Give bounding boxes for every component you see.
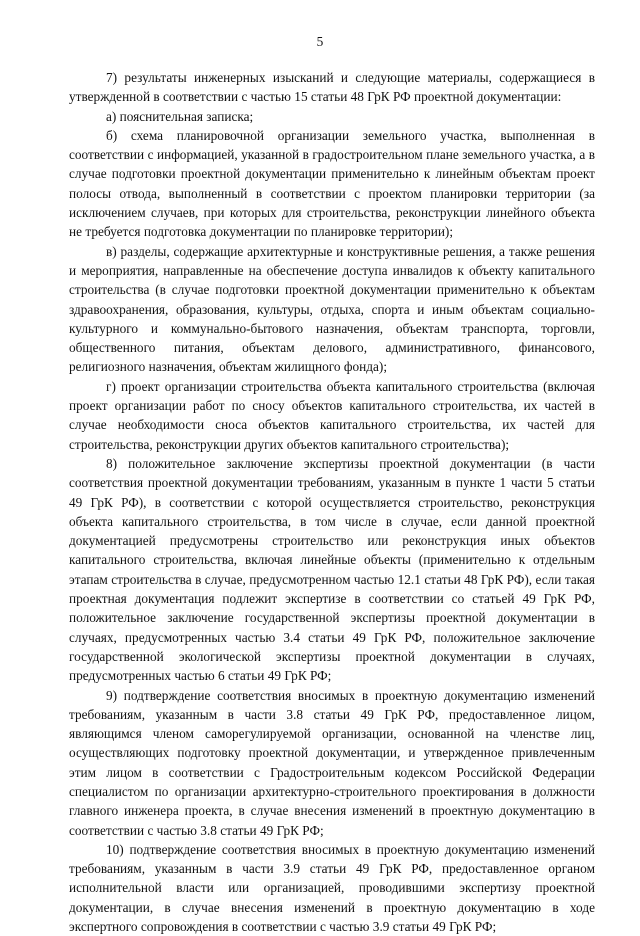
paragraph-item-7g: г) проект организации строительства объекта капитального строительства (включая проект организации работ по сносу объектов капитального строительства, их частей в случае необходимости сноса объектов капитального строительства, их частей для строительства, реконструкции других объектов капитального строительства); bbox=[69, 378, 595, 452]
paragraph-item-8: 8) положительное заключение экспертизы проектной документации (в части соответствия проектной документации требованиям, указанным в пункте 1 части 5 статьи 49 ГрК РФ), в соответствии с которой осуществляется строительство, реконструкция объекта капитального строительства, в том числе в случае, если данной проектной документацией предусмотрены строительство или реконструкция иных объектов капитального строительства, включая линейные объекты (применительно к отдельным этапам строительства в случае, предусмотренном частью 12.1 статьи 48 ГрК РФ), если такая проектная документация подлежит экспертизе в соответствии со статьей 49 ГрК РФ, положительное заключение государственной экспертизы проектной документации в случаях, предусмотренных частью 3.4 статьи 49 ГрК РФ, положительное заключение государственной экологической экспертизы проектной документации в случаях, предусмотренных частью 6 статьи 49 ГрК РФ; bbox=[69, 455, 595, 684]
document-body bbox=[69, 68, 595, 936]
paragraph-item-9: 9) подтверждение соответствия вносимых в проектную документацию изменений требованиям, указанным в части 3.8 статьи 49 ГрК РФ, предоставленное лицом, являющимся членом саморегулируемой организации, основанной на членстве лиц, осуществляющих подготовку проектной документации, и утвержденное привлеченным этим лицом в соответствии с Градостроительным кодексом Российской Федерации специалистом по организации архитектурно-строительного проектирования в должности главного инженера проекта, в случае внесения изменений в проектную документацию в соответствии с частью 3.8 статьи 49 ГрК РФ; bbox=[69, 687, 595, 838]
paragraph-item-7b: б) схема планировочной организации земельного участка, выполненная в соответствии с информацией, указанной в градостроительном плане земельного участка, а в случае подготовки проектной документации применительно к линейным объектам проект полосы отвода, выполненный в соответствии с проектом планировки территории (за исключением случаев, при которых для строительства, реконструкции линейного объекта не требуется подготовка документации по планировке территории); bbox=[69, 127, 595, 240]
paragraph-item-7v: в) разделы, содержащие архитектурные и конструктивные решения, а также решения и мероприятия, направленные на обеспечение доступа инвалидов к объекту капитального строительства (в случае подготовки проектной документации применительно к объектам здравоохранения, образования, культуры, отдыха, спорта и иным объектам социально-культурного и коммунально-бытового назначения, объектам транспорта, торговли, общественного питания, объектам делового, административного, финансового, религиозного назначения, объектам жилищного фонда); bbox=[69, 243, 595, 375]
paragraph-item-7: 7) результаты инженерных изысканий и следующие материалы, содержащиеся в утвержденной в соответствии с частью 15 статьи 48 ГрК РФ проектной документации: bbox=[69, 70, 595, 105]
page-number: 5 bbox=[316, 34, 324, 49]
paragraph-item-10: 10) подтверждение соответствия вносимых в проектную документацию изменений требованиям, указанным в части 3.9 статьи 49 ГрК РФ, предоставленное органом исполнительной власти или организацией, проводившими экспертизу проектной документации, в случае внесения изменений в проектную документацию в ходе экспертного сопровождения в соответствии с частью 3.9 статьи 49 ГрК РФ; bbox=[69, 841, 595, 935]
paragraph-item-7a: а) пояснительная записка; bbox=[106, 108, 254, 124]
